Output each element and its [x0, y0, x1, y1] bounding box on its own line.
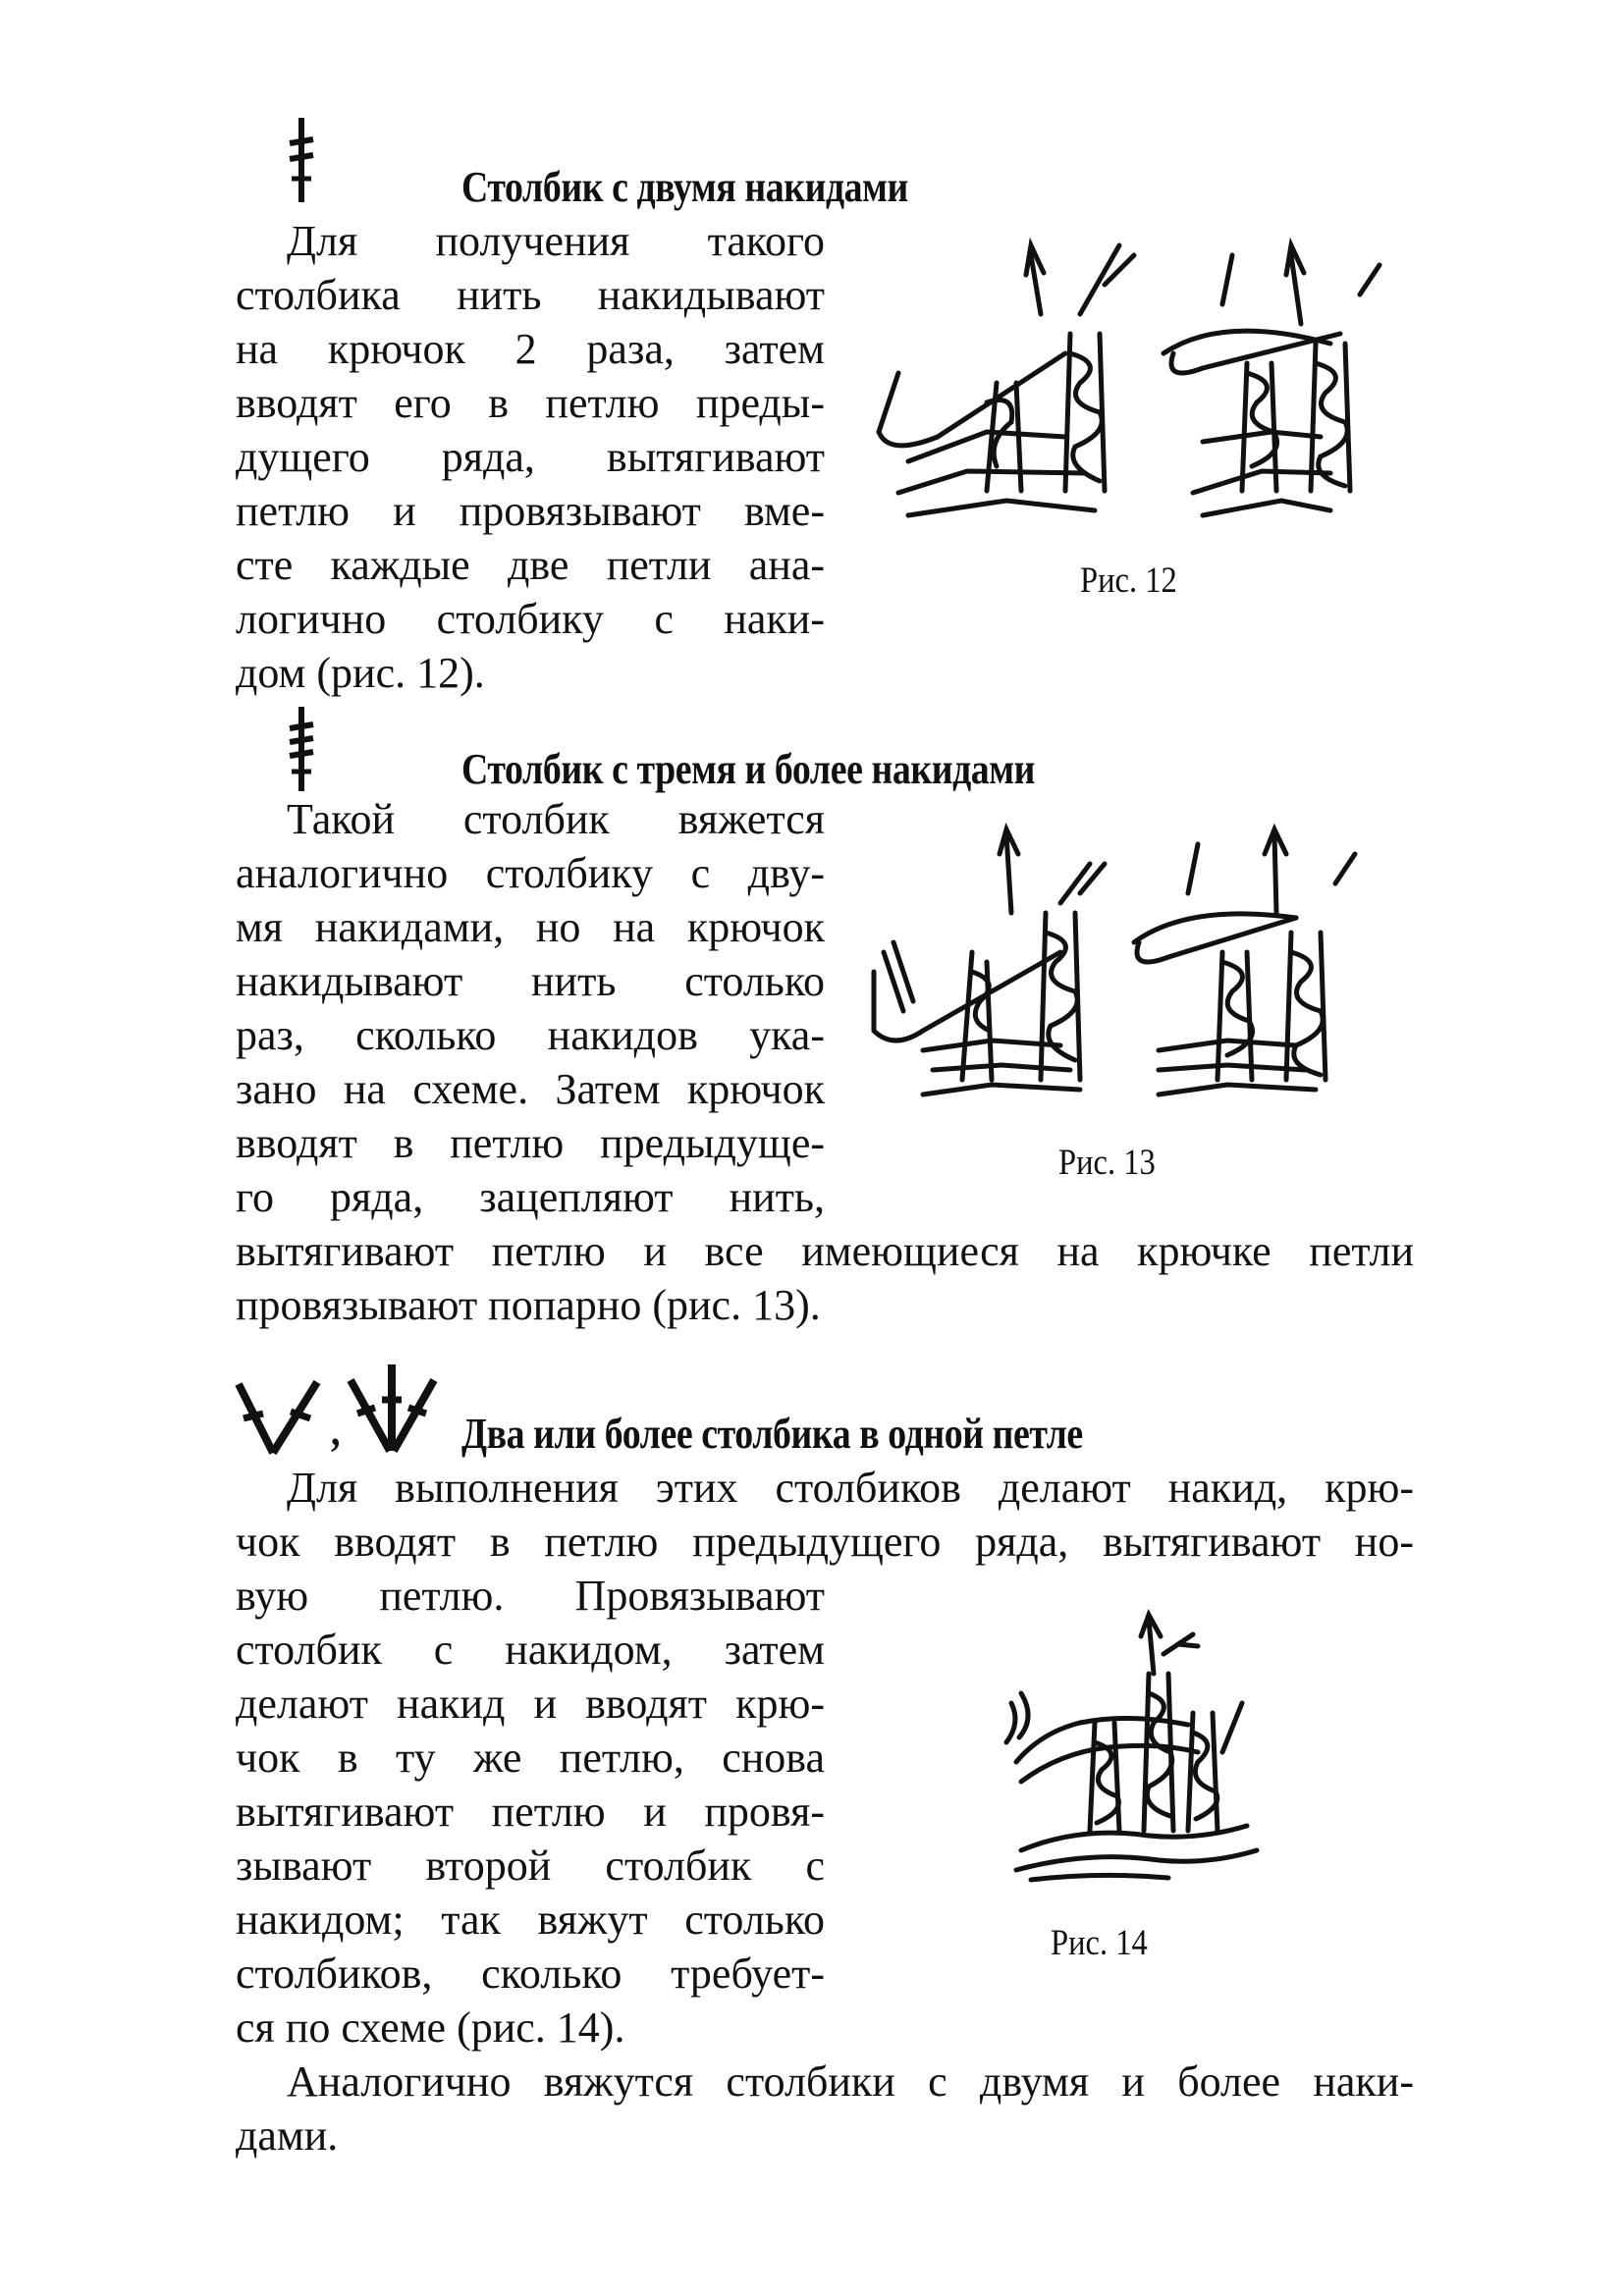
section-body — [236, 792, 825, 1224]
text-line: Аналогично вяжутся столбики с двумя и более наки- — [287, 2057, 1414, 2106]
text-line: столбика нить накидывают — [236, 271, 825, 319]
figure-14-illustration — [1001, 1615, 1267, 1880]
section-body — [236, 1569, 825, 2055]
text-line: столбиков, сколько требует- — [236, 1949, 825, 1998]
text-line: вытягивают петлю и провя- — [236, 1788, 825, 1836]
text-line: вую петлю. Провязывают — [236, 1572, 825, 1620]
section-body — [236, 214, 825, 700]
double-crochet-two-yarnovers-symbol-icon — [287, 116, 316, 204]
section-heading: Столбик с тремя и более накидами — [461, 745, 1035, 793]
text-line: Такой столбик вяжется — [287, 795, 825, 843]
stitches-one-loop-fan-symbol-icon — [346, 1362, 439, 1461]
section-body-final — [236, 2055, 1414, 2163]
figure-13-illustration — [864, 825, 1375, 1109]
text-line: ся по схеме (рис. 14). — [236, 2003, 625, 2052]
text-line: зано на схеме. Затем крючок — [236, 1065, 825, 1113]
text-line: го ряда, зацепляют нить, — [236, 1173, 825, 1221]
text-line: вводят в петлю предыдуще- — [236, 1119, 825, 1167]
section-body-wide — [236, 1461, 1414, 1569]
text-line: Для выполнения этих столбиков делают накид, крю- — [287, 1464, 1414, 1512]
treble-crochet-three-yarnovers-symbol-icon — [287, 705, 316, 793]
text-line: аналогично столбику с дву- — [236, 849, 825, 897]
text-line: накидывают нить столько — [236, 957, 825, 1005]
text-line: столбик с накидом, затем — [236, 1626, 825, 1674]
text-line: на крючок 2 раза, затем — [236, 325, 825, 373]
text-line: вытягивают петлю и все имеющиеся на крючке петли — [236, 1227, 1414, 1275]
text-line: сте каждые две петли ана- — [236, 541, 825, 589]
text-line: мя накидами, но на крючок — [236, 903, 825, 951]
text-line: накидом; так вяжут столько — [236, 1896, 825, 1944]
text-line: провязывают попарно (рис. 13). — [236, 1281, 821, 1329]
text-line: Для получения такого — [287, 217, 825, 265]
figure-caption: Рис. 14 — [1051, 1923, 1148, 1963]
text-line: раз, сколько накидов ука- — [236, 1011, 825, 1059]
two-stitches-one-loop-v-symbol-icon — [234, 1374, 322, 1463]
text-line: зывают второй столбик с — [236, 1842, 825, 1890]
text-line: петлю и провязывают вме- — [236, 487, 825, 535]
figure-caption: Рис. 13 — [1058, 1143, 1156, 1183]
figure-12-illustration — [869, 236, 1389, 530]
text-line: логично столбику с наки- — [236, 595, 825, 643]
text-line: дом (рис. 12). — [236, 649, 485, 697]
text-line: делают накид и вводят крю- — [236, 1680, 825, 1728]
text-line: чок вводят в петлю предыдущего ряда, вытягивают но- — [236, 1518, 1414, 1566]
text-line: дами. — [236, 2111, 339, 2160]
section-body-wide — [236, 1224, 1414, 1332]
symbol-separator: , — [331, 1407, 341, 1455]
text-line: чок в ту же петлю, снова — [236, 1734, 825, 1782]
figure-caption: Рис. 12 — [1080, 561, 1177, 601]
section-heading: Два или более столбика в одной петле — [461, 1410, 1083, 1458]
text-line: вводят его в петлю преды- — [236, 379, 825, 427]
section-heading: Столбик с двумя накидами — [461, 163, 908, 211]
text-line: дущего ряда, вытягивают — [236, 433, 825, 481]
